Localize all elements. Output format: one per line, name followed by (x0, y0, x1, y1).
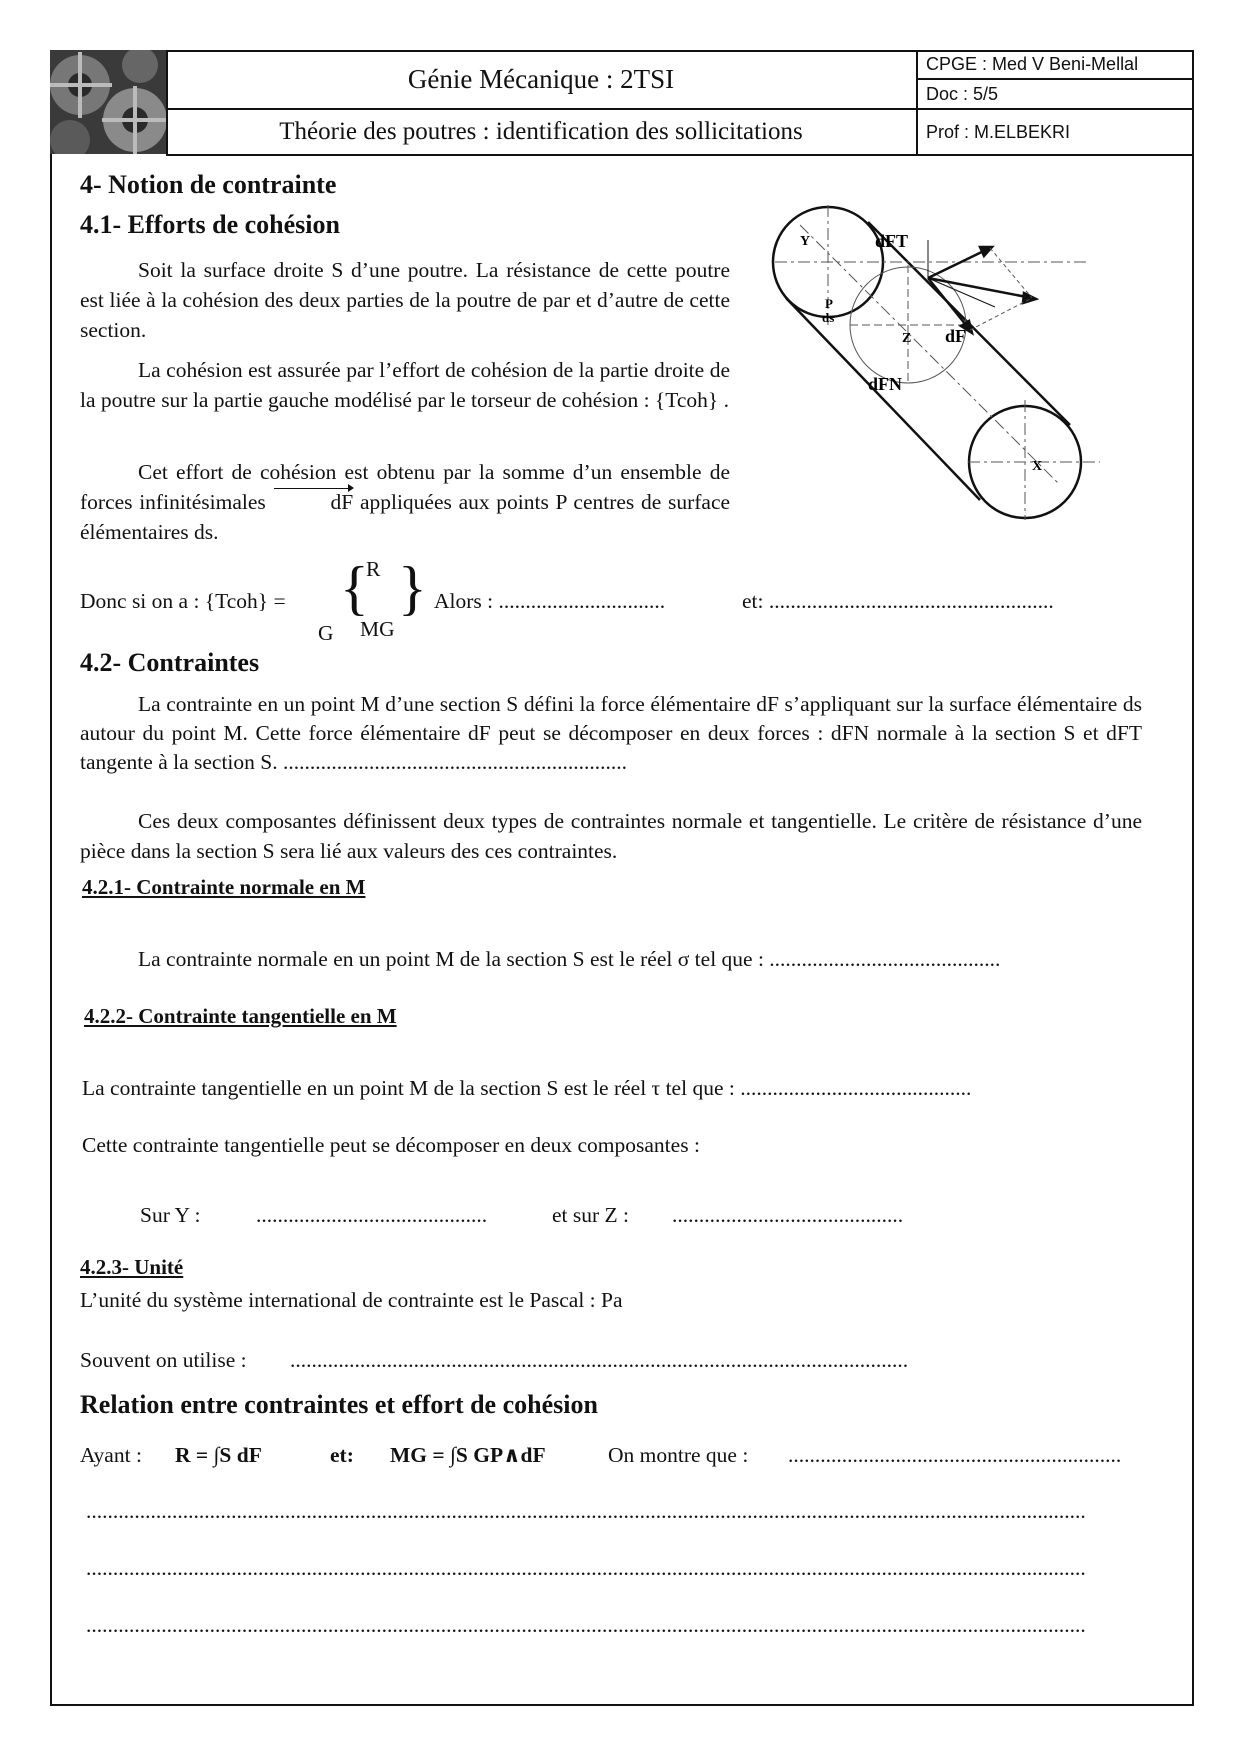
section-4-title: 4- Notion de contrainte (80, 170, 337, 199)
fig-label-P: P (825, 296, 833, 311)
unite-text: L’unité du système international de contrainte est le Pascal : Pa (80, 1288, 623, 1312)
section-42-title: 4.2- Contraintes (80, 648, 260, 677)
right-brace: } (398, 555, 427, 621)
tangentielle-text[interactable]: La contrainte tangentielle en un point M de la section S est le réel τ tel que : ........................................... (82, 1076, 972, 1100)
contrainte-text: La contrainte en un point M d’une section S défini la force élémentaire dF s’appliquant sur la surface élémentaire ds autour du point M. Cette force élémentaire dF peut se décomposer en deux forces : dFN normale à la section S et dFT tangente à la section S. (80, 692, 1142, 774)
forces-text-b: appliquées aux points P centres de surface élémentaires ds. (80, 490, 731, 544)
prof-name: Prof : M.ELBEKRI (918, 110, 1194, 156)
left-brace: { (340, 555, 369, 621)
dF-vector: dF (273, 487, 354, 517)
paragraph-cohesion: La cohésion est assurée par l’effort de cohésion de la partie droite de la poutre sur la partie gauche modélisé par le torseur de cohésion : {Tcoh} . (80, 358, 730, 412)
souvent-label: Souvent on utilise : (80, 1348, 247, 1372)
doc-number: Doc : 5/5 (918, 80, 1194, 110)
section-41-title: 4.1- Efforts de cohésion (80, 210, 340, 239)
et-label: et: (330, 1443, 354, 1467)
torseur-R: R (366, 557, 381, 581)
fig-label-X: X (1032, 459, 1043, 474)
normale-text[interactable]: La contrainte normale en un point M de la section S est le réel σ tel que : ........................................... (138, 947, 1001, 971)
fig-label-dFN: dFN (868, 374, 903, 394)
answer-line-3[interactable]: .......................................................................................................................................................................................... (86, 1613, 1086, 1637)
header (50, 50, 1194, 158)
ayant-label: Ayant : (80, 1443, 142, 1467)
forces-text-a: Cet effort de cohésion est obtenu par la somme d’un ensemble de forces infinitésimales (80, 460, 730, 514)
paragraph-forces (80, 457, 730, 547)
equation-R: R = ∫S dF (175, 1443, 262, 1467)
fig-label-dF: dF (945, 326, 967, 346)
on-montre-label: On montre que : (608, 1443, 749, 1467)
paragraph-contrainte (80, 690, 1142, 777)
relation-title: Relation entre contraintes et effort de cohésion (80, 1390, 598, 1419)
sur-z-label: et sur Z : (552, 1203, 630, 1227)
torseur-G: G (318, 621, 334, 645)
paragraph-surface: Soit la surface droite S d’une poutre. La résistance de cette poutre est liée à la cohésion des deux parties de la poutre de par et d’autre de cette section. (80, 258, 730, 342)
sur-z-field[interactable]: ........................................... (672, 1203, 904, 1227)
et-field[interactable]: et: ..................................................... (742, 589, 1054, 613)
answer-line-2[interactable]: .......................................................................................................................................................................................... (86, 1556, 1086, 1580)
beam-section-figure (770, 200, 1110, 530)
answer-line-1[interactable]: .......................................................................................................................................................................................... (86, 1499, 1086, 1523)
souvent-field[interactable]: ................................................................................................................... (290, 1348, 909, 1372)
fig-label-dFT: dFT (875, 231, 909, 251)
section-422-title: 4.2.2- Contrainte tangentielle en M (84, 1004, 397, 1028)
doc-subtitle: Théorie des poutres : identification des sollicitations (166, 110, 918, 156)
gears-logo-icon (50, 50, 168, 154)
fig-label-ds: ds (822, 310, 835, 325)
section-423-title: 4.2.3- Unité (80, 1255, 184, 1279)
fig-label-Y: Y (800, 234, 811, 249)
section-421-title: 4.2.1- Contrainte normale en M (82, 875, 366, 899)
sur-y-label: Sur Y : (140, 1203, 201, 1227)
sur-y-field[interactable]: ........................................... (256, 1203, 488, 1227)
donc-label: Donc si on a : {Tcoh} = (80, 589, 286, 613)
school-info: CPGE : Med V Beni-Mellal (918, 50, 1194, 80)
on-montre-field[interactable]: .............................................................. (788, 1443, 1122, 1467)
alors-field[interactable]: Alors : ............................... (434, 589, 666, 613)
fig-label-Z: Z (902, 331, 912, 346)
paragraph-composantes: Ces deux composantes définissent deux types de contraintes normale et tangentielle. Le critère de résistance d’une pièce dans la section S sera lié aux valeurs des ces contraintes. (80, 809, 1142, 863)
torseur-M: MG (360, 617, 395, 641)
doc-title: Génie Mécanique : 2TSI (166, 50, 918, 110)
contrainte-dots[interactable]: ................................................................ (283, 750, 627, 774)
tangentielle-text2: Cette contrainte tangentielle peut se décomposer en deux composantes : (82, 1133, 700, 1157)
equation-MG: MG = ∫S GP∧dF (390, 1443, 546, 1467)
